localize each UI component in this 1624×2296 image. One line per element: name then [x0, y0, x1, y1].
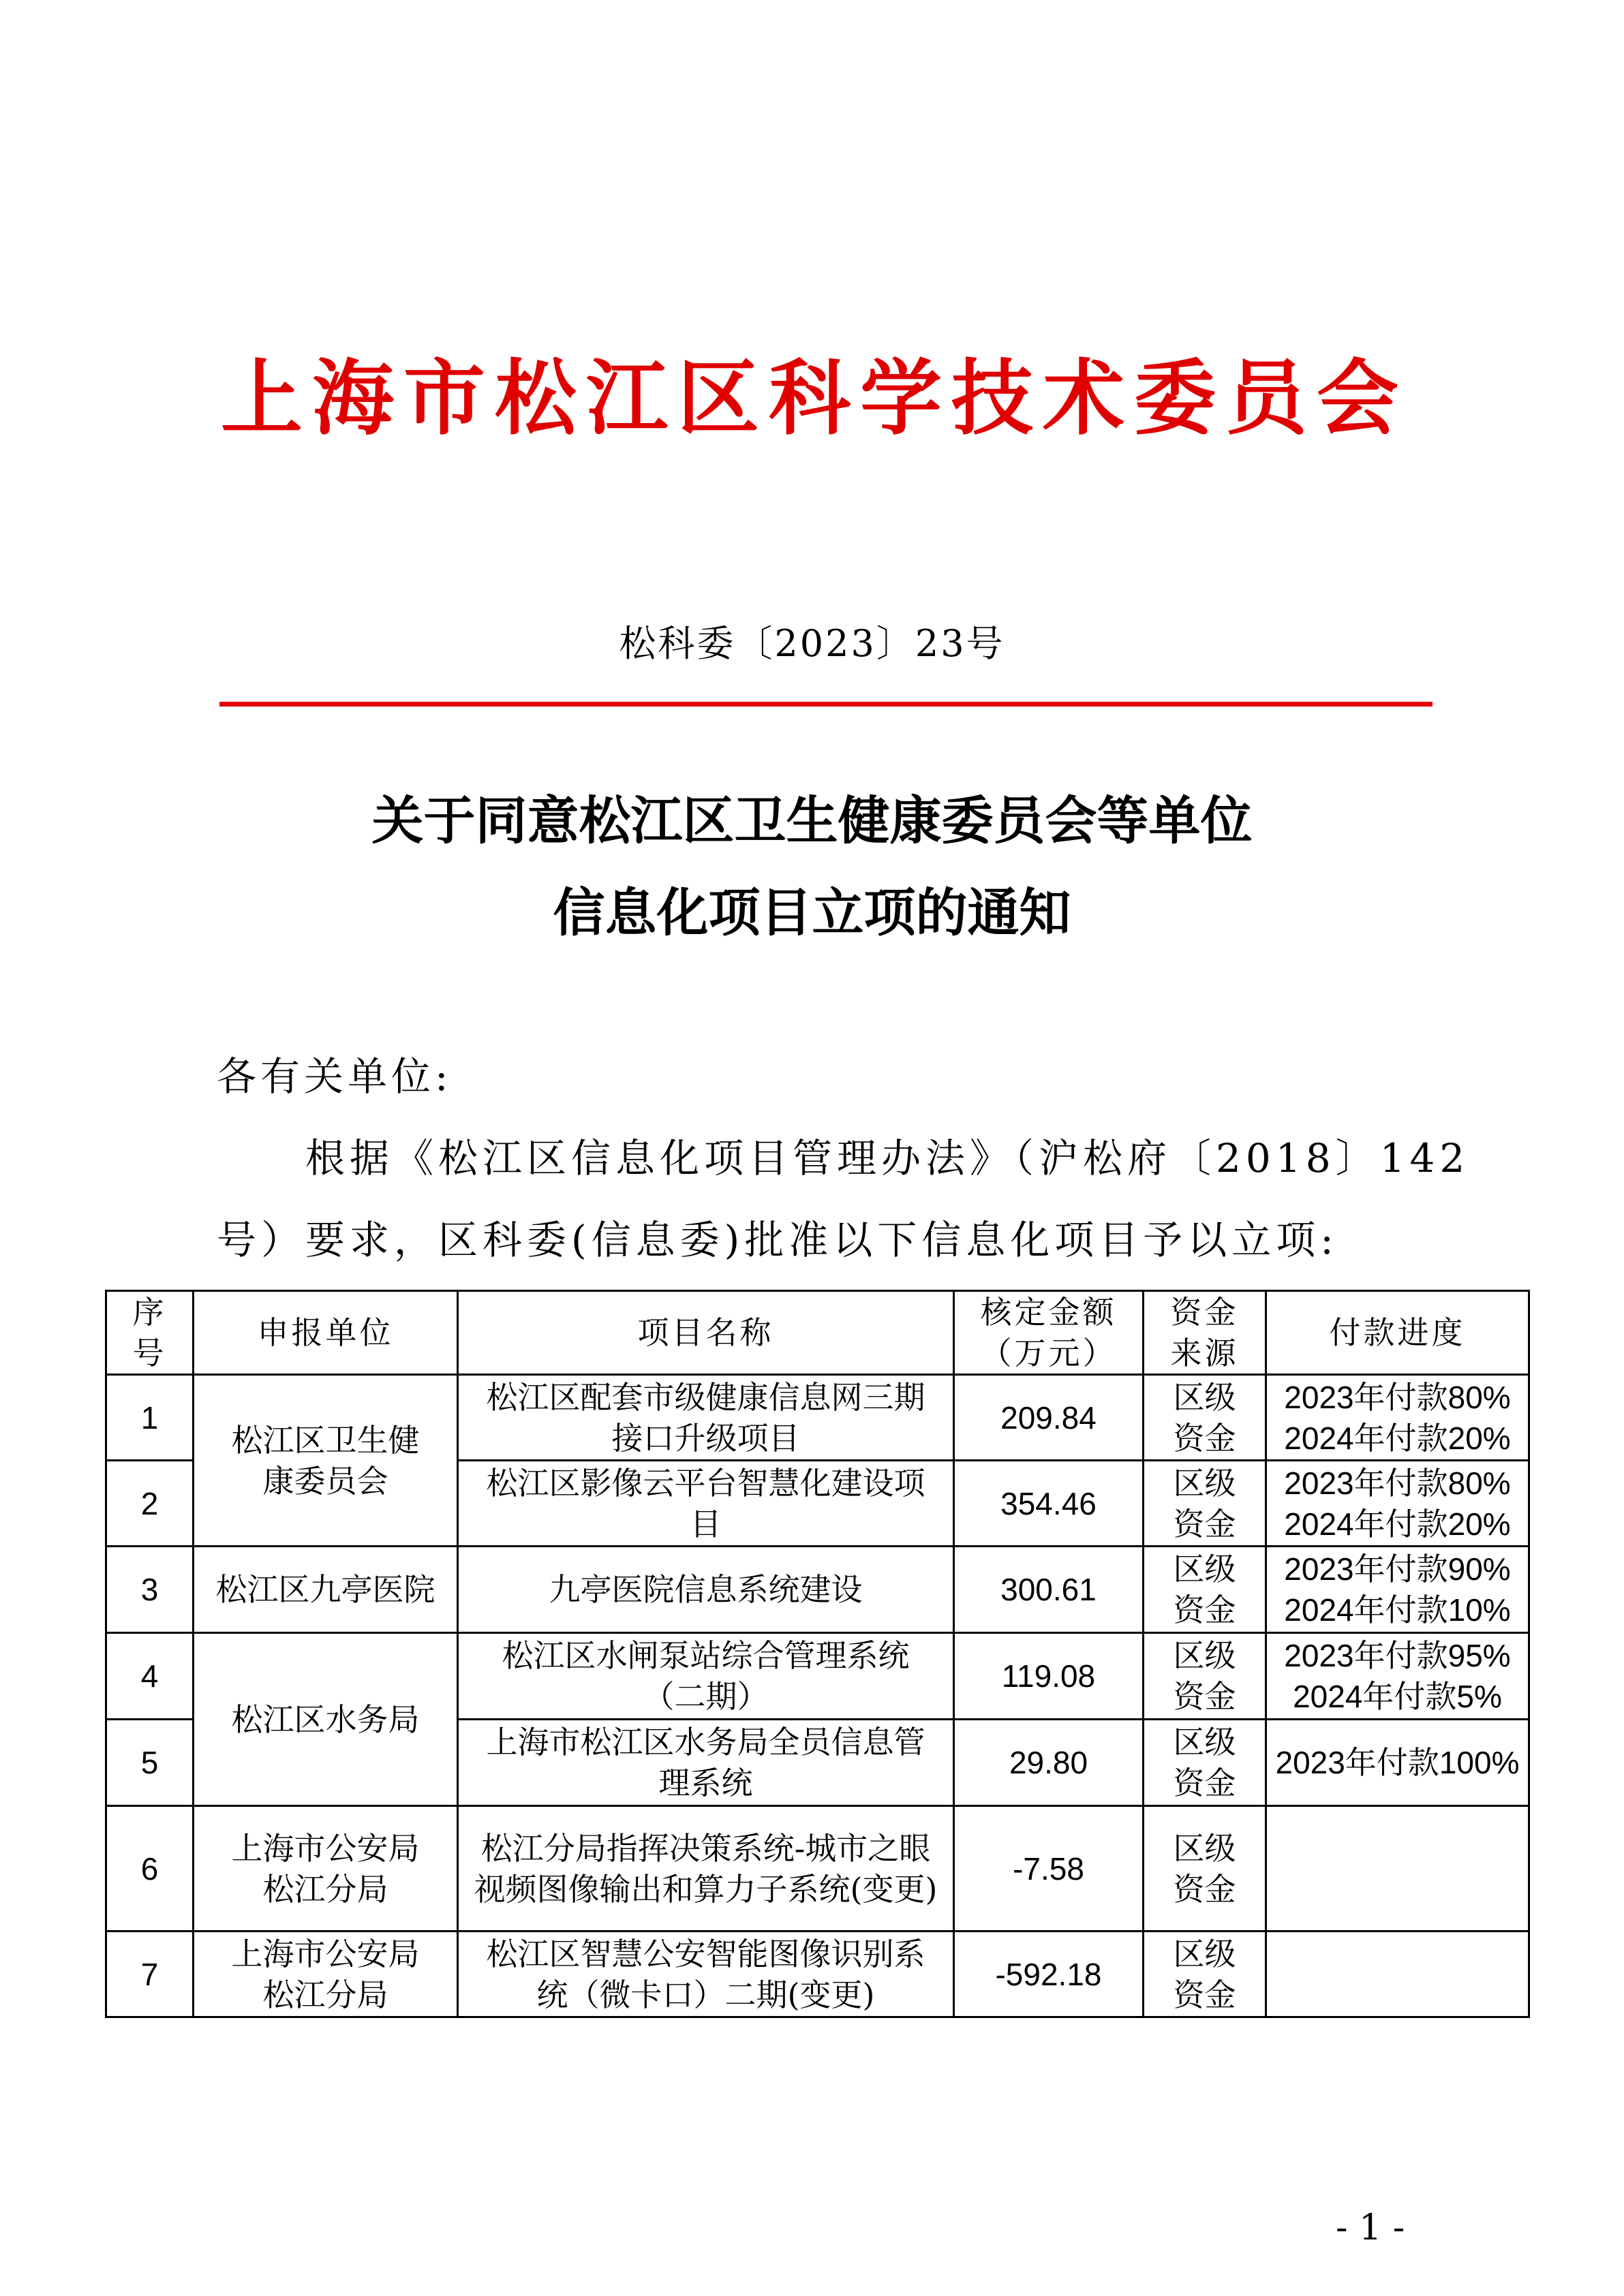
- cell-project: 松江区配套市级健康信息网三期接口升级项目: [458, 1375, 954, 1461]
- cell-payment: [1266, 1932, 1529, 2017]
- cell-unit: 上海市公安局松江分局: [194, 1932, 458, 2017]
- cell-amount: -592.18: [954, 1932, 1144, 2017]
- cell-payment: 2023年付款80% 2024年付款20%: [1266, 1375, 1529, 1461]
- header-payment: 付款进度: [1266, 1291, 1529, 1375]
- header-amount: 核定金额 （万元）: [954, 1291, 1144, 1375]
- cell-payment: 2023年付款80% 2024年付款20%: [1266, 1461, 1529, 1547]
- cell-unit: 松江区卫生健康委员会: [194, 1375, 458, 1547]
- cell-source: 区级资金: [1144, 1633, 1266, 1720]
- cell-source: 区级资金: [1144, 1375, 1266, 1461]
- body-paragraph-line-1: 根据《松江区信息化项目管理办法》（沪松府〔2018〕142: [305, 1135, 1470, 1181]
- cell-payment: [1266, 1806, 1529, 1932]
- table-header-row: [106, 1291, 1529, 1375]
- header-seq: 序 号: [106, 1291, 194, 1375]
- cell-unit: 松江区九亭医院: [194, 1547, 458, 1633]
- table-row: [106, 1932, 1529, 2017]
- body-paragraph-line-2: 号）要求，区科委(信息委)批准以下信息化项目予以立项:: [217, 1217, 1338, 1263]
- notice-title-line-2: 信息化项目立项的通知: [553, 882, 1071, 943]
- cell-source: 区级资金: [1144, 1720, 1266, 1806]
- red-divider-line: [219, 702, 1433, 707]
- cell-seq: 2: [106, 1461, 194, 1547]
- header-unit: 申报单位: [194, 1291, 458, 1375]
- cell-unit: 松江区水务局: [194, 1633, 458, 1806]
- cell-seq: 3: [106, 1547, 194, 1633]
- cell-source: 区级资金: [1144, 1461, 1266, 1547]
- cell-project: 松江区智慧公安智能图像识别系统（微卡口）二期(变更): [458, 1932, 954, 2017]
- cell-project: 松江区影像云平台智慧化建设项目: [458, 1461, 954, 1547]
- cell-seq: 1: [106, 1375, 194, 1461]
- cell-amount: 209.84: [954, 1375, 1144, 1461]
- table-row: [106, 1375, 1529, 1461]
- cell-amount: 300.61: [954, 1547, 1144, 1633]
- cell-payment: 2023年付款95% 2024年付款5%: [1266, 1633, 1529, 1720]
- header-source: 资金 来源: [1144, 1291, 1266, 1375]
- cell-seq: 7: [106, 1932, 194, 2017]
- cell-amount: 354.46: [954, 1461, 1144, 1547]
- table-row: [106, 1806, 1529, 1932]
- header-project: 项目名称: [458, 1291, 954, 1375]
- notice-title-line-1: 关于同意松江区卫生健康委员会等单位: [371, 790, 1253, 851]
- table-row: [106, 1547, 1529, 1633]
- cell-amount: 119.08: [954, 1633, 1144, 1720]
- cell-amount: -7.58: [954, 1806, 1144, 1932]
- cell-project: 松江分局指挥决策系统-城市之眼视频图像输出和算力子系统(变更): [458, 1806, 954, 1932]
- cell-seq: 4: [106, 1633, 194, 1720]
- salutation: 各有关单位:: [217, 1053, 453, 1100]
- cell-source: 区级资金: [1144, 1806, 1266, 1932]
- cell-payment: 2023年付款90% 2024年付款10%: [1266, 1547, 1529, 1633]
- document-number: 松科委〔2023〕23号: [619, 622, 1005, 665]
- cell-project: 上海市松江区水务局全员信息管理系统: [458, 1720, 954, 1806]
- cell-source: 区级资金: [1144, 1547, 1266, 1633]
- issuing-organization-header: 上海市松江区科学技术委员会: [221, 350, 1408, 446]
- cell-seq: 5: [106, 1720, 194, 1806]
- cell-amount: 29.80: [954, 1720, 1144, 1806]
- cell-payment: 2023年付款100%: [1266, 1720, 1529, 1806]
- table-row: [106, 1633, 1529, 1720]
- page-number: - 1 -: [1336, 2207, 1405, 2248]
- cell-seq: 6: [106, 1806, 194, 1932]
- cell-source: 区级资金: [1144, 1932, 1266, 2017]
- cell-unit: 上海市公安局松江分局: [194, 1806, 458, 1932]
- cell-project: 松江区水闸泵站综合管理系统（二期）: [458, 1633, 954, 1720]
- cell-project: 九亭医院信息系统建设: [458, 1547, 954, 1633]
- project-approval-table: [105, 1290, 1530, 2018]
